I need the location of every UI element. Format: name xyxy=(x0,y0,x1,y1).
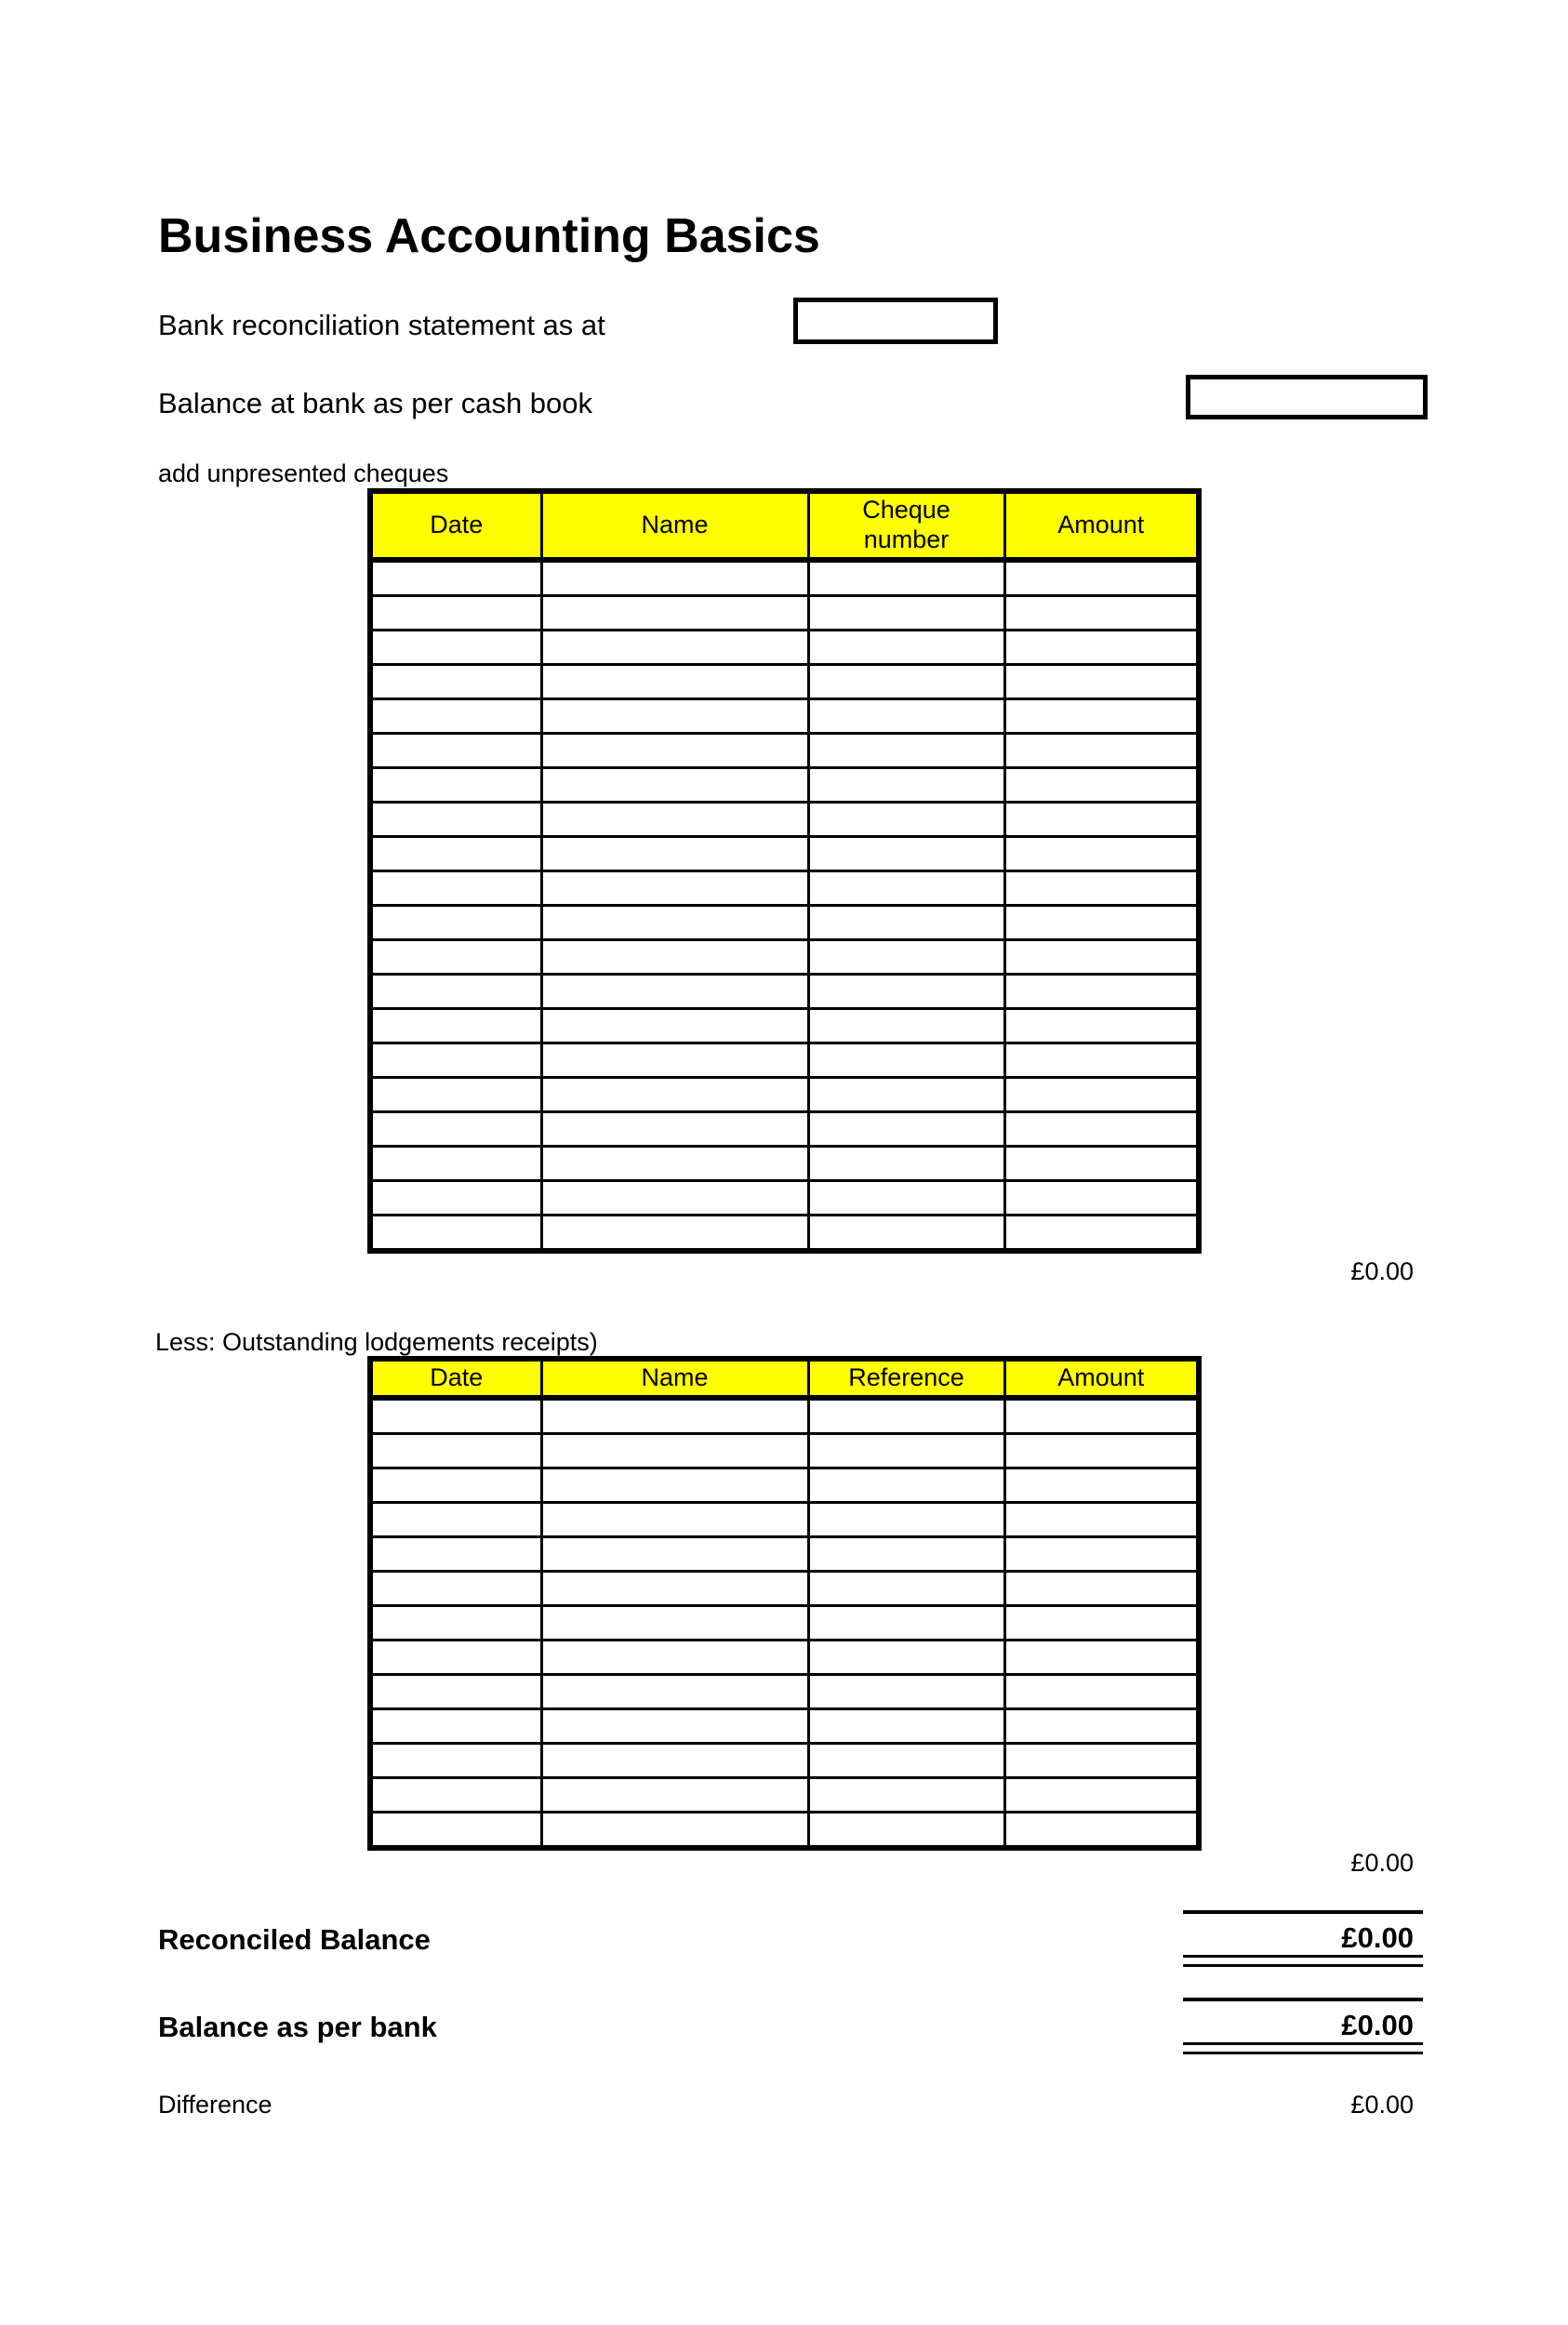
table-cell[interactable] xyxy=(541,1398,808,1434)
table-cell[interactable] xyxy=(541,1640,808,1674)
table-cell[interactable] xyxy=(370,596,541,631)
table-cell[interactable] xyxy=(541,1605,808,1640)
table-row xyxy=(370,871,1199,906)
table-cell[interactable] xyxy=(370,906,541,940)
table-cell[interactable] xyxy=(370,940,541,975)
table-cell[interactable] xyxy=(1004,837,1199,871)
table-cell[interactable] xyxy=(808,734,1004,768)
table-cell[interactable] xyxy=(541,1536,808,1571)
outstanding-lodgements-total: £0.00 xyxy=(1350,1849,1414,1877)
table-cell[interactable] xyxy=(808,1708,1004,1743)
table-cell[interactable] xyxy=(541,906,808,940)
table-cell[interactable] xyxy=(370,1009,541,1043)
table-cell[interactable] xyxy=(1004,1043,1199,1078)
table-cell[interactable] xyxy=(1004,906,1199,940)
table-cell[interactable] xyxy=(808,1812,1004,1848)
table-cell[interactable] xyxy=(808,1640,1004,1674)
table-cell[interactable] xyxy=(1004,1009,1199,1043)
table-cell[interactable] xyxy=(541,1181,808,1216)
table-cell[interactable] xyxy=(370,1112,541,1147)
table-cell[interactable] xyxy=(541,1708,808,1743)
difference-label: Difference xyxy=(158,2091,272,2119)
table-row xyxy=(370,1112,1199,1147)
table-cell[interactable] xyxy=(541,1743,808,1777)
table-cell[interactable] xyxy=(808,560,1004,596)
table-cell[interactable] xyxy=(808,699,1004,734)
table-cell[interactable] xyxy=(1004,1181,1199,1216)
column-header-name: Name xyxy=(541,491,808,560)
table-cell[interactable] xyxy=(370,837,541,871)
table-cell[interactable] xyxy=(1004,940,1199,975)
table-row xyxy=(370,1216,1199,1252)
table-cell[interactable] xyxy=(1004,1743,1199,1777)
table-cell[interactable] xyxy=(370,1078,541,1112)
table-cell[interactable] xyxy=(370,560,541,596)
table-cell[interactable] xyxy=(1004,1777,1199,1812)
table-cell[interactable] xyxy=(808,837,1004,871)
table-cell[interactable] xyxy=(808,975,1004,1009)
table-cell[interactable] xyxy=(370,1043,541,1078)
column-header-date: Date xyxy=(370,491,541,560)
table-cell[interactable] xyxy=(808,1181,1004,1216)
table-cell[interactable] xyxy=(541,596,808,631)
table-cell[interactable] xyxy=(808,1674,1004,1708)
column-header-amount: Amount xyxy=(1004,1359,1199,1398)
page-title: Business Accounting Basics xyxy=(158,209,820,263)
column-header-date: Date xyxy=(370,1359,541,1398)
table-cell[interactable] xyxy=(1004,699,1199,734)
table-cell[interactable] xyxy=(541,699,808,734)
table-cell[interactable] xyxy=(808,1536,1004,1571)
table-cell[interactable] xyxy=(1004,596,1199,631)
table-row xyxy=(370,1009,1199,1043)
table-cell[interactable] xyxy=(1004,1536,1199,1571)
table-cell[interactable] xyxy=(370,1536,541,1571)
table-cell[interactable] xyxy=(370,1147,541,1181)
table-cell[interactable] xyxy=(370,975,541,1009)
table-cell[interactable] xyxy=(370,699,541,734)
table-row xyxy=(370,768,1199,803)
table-cell[interactable] xyxy=(541,734,808,768)
table-cell[interactable] xyxy=(541,1812,808,1848)
table-row xyxy=(370,631,1199,665)
table-cell[interactable] xyxy=(370,1743,541,1777)
cashbook-balance-label: Balance at bank as per cash book xyxy=(158,387,593,419)
unpresented-cheques-label: add unpresented cheques xyxy=(158,459,449,487)
table-cell[interactable] xyxy=(808,665,1004,699)
table-row xyxy=(370,1433,1199,1468)
table-cell[interactable] xyxy=(370,1398,541,1434)
table-cell[interactable] xyxy=(1004,1708,1199,1743)
bank-balance-label: Balance as per bank xyxy=(158,2011,437,2043)
table-cell[interactable] xyxy=(370,1640,541,1674)
table-cell[interactable] xyxy=(808,1009,1004,1043)
table-cell[interactable] xyxy=(370,1571,541,1605)
table-cell[interactable] xyxy=(1004,665,1199,699)
cashbook-balance-box[interactable] xyxy=(1186,375,1428,419)
table-cell[interactable] xyxy=(808,1468,1004,1502)
table-cell[interactable] xyxy=(1004,1468,1199,1502)
table-cell[interactable] xyxy=(541,665,808,699)
table-cell[interactable] xyxy=(370,1181,541,1216)
table-cell[interactable] xyxy=(541,940,808,975)
table-row xyxy=(370,940,1199,975)
table-cell[interactable] xyxy=(541,1112,808,1147)
table-cell[interactable] xyxy=(808,803,1004,837)
table-cell[interactable] xyxy=(541,803,808,837)
table-cell[interactable] xyxy=(808,1398,1004,1434)
table-row xyxy=(370,975,1199,1009)
bank-balance-double-rule xyxy=(1183,2042,1423,2054)
table-cell[interactable] xyxy=(808,1502,1004,1536)
table-cell[interactable] xyxy=(370,803,541,837)
table-row xyxy=(370,1147,1199,1181)
table-row xyxy=(370,1571,1199,1605)
table-row xyxy=(370,1605,1199,1640)
table-cell[interactable] xyxy=(1004,1147,1199,1181)
bank-balance-value: £0.00 xyxy=(1341,2009,1414,2041)
outstanding-lodgements-label: Less: Outstanding lodgements receipts) xyxy=(155,1328,598,1356)
table-cell[interactable] xyxy=(1004,631,1199,665)
table-row xyxy=(370,803,1199,837)
table-cell[interactable] xyxy=(541,560,808,596)
table-row xyxy=(370,1502,1199,1536)
bank-balance-top-rule xyxy=(1183,1998,1423,2001)
table-row xyxy=(370,1708,1199,1743)
statement-date-box[interactable] xyxy=(793,298,998,344)
table-cell[interactable] xyxy=(541,1147,808,1181)
table-cell[interactable] xyxy=(370,1777,541,1812)
table-cell[interactable] xyxy=(1004,1078,1199,1112)
table-row xyxy=(370,699,1199,734)
difference-value: £0.00 xyxy=(1350,2091,1414,2119)
table-cell[interactable] xyxy=(370,1708,541,1743)
table-cell[interactable] xyxy=(1004,871,1199,906)
table-cell[interactable] xyxy=(541,1433,808,1468)
column-header-name: Name xyxy=(541,1359,808,1398)
table-cell[interactable] xyxy=(808,1078,1004,1112)
table-row xyxy=(370,596,1199,631)
table-cell[interactable] xyxy=(1004,1502,1199,1536)
table-row xyxy=(370,1181,1199,1216)
table-cell[interactable] xyxy=(808,1147,1004,1181)
table-cell[interactable] xyxy=(808,1743,1004,1777)
table-cell[interactable] xyxy=(808,1777,1004,1812)
table-row xyxy=(370,1777,1199,1812)
table-cell[interactable] xyxy=(541,1502,808,1536)
table-row xyxy=(370,665,1199,699)
reconciled-balance-label: Reconciled Balance xyxy=(158,1923,431,1956)
table-cell[interactable] xyxy=(808,1216,1004,1252)
table-cell[interactable] xyxy=(541,1216,808,1252)
outstanding-lodgements-table xyxy=(367,1356,1202,1851)
table-cell[interactable] xyxy=(808,940,1004,975)
reconciled-balance-top-rule xyxy=(1183,1910,1423,1914)
table-cell[interactable] xyxy=(541,1674,808,1708)
table-cell[interactable] xyxy=(370,734,541,768)
table-row xyxy=(370,1640,1199,1674)
table-cell[interactable] xyxy=(1004,768,1199,803)
table-header-row xyxy=(370,491,1199,560)
table-cell[interactable] xyxy=(541,768,808,803)
table-cell[interactable] xyxy=(1004,1812,1199,1848)
reconciled-balance-double-rule xyxy=(1183,1955,1423,1967)
table-cell[interactable] xyxy=(370,665,541,699)
table-cell[interactable] xyxy=(1004,1605,1199,1640)
table-cell[interactable] xyxy=(370,1216,541,1252)
table-cell[interactable] xyxy=(1004,975,1199,1009)
table-cell[interactable] xyxy=(541,837,808,871)
table-cell[interactable] xyxy=(370,1674,541,1708)
table-cell[interactable] xyxy=(370,1468,541,1502)
table-cell[interactable] xyxy=(1004,803,1199,837)
table-cell[interactable] xyxy=(370,871,541,906)
table-row xyxy=(370,1468,1199,1502)
table-cell[interactable] xyxy=(1004,1674,1199,1708)
table-cell[interactable] xyxy=(1004,1112,1199,1147)
table-cell[interactable] xyxy=(541,1009,808,1043)
table-row xyxy=(370,1043,1199,1078)
table-header-row xyxy=(370,1359,1199,1398)
table-cell[interactable] xyxy=(808,871,1004,906)
table-row xyxy=(370,1398,1199,1434)
table-row xyxy=(370,1743,1199,1777)
table-cell[interactable] xyxy=(1004,1433,1199,1468)
unpresented-cheques-table xyxy=(367,488,1202,1254)
table-cell[interactable] xyxy=(1004,1640,1199,1674)
table-cell[interactable] xyxy=(808,768,1004,803)
table-cell[interactable] xyxy=(370,1502,541,1536)
table-cell[interactable] xyxy=(808,1043,1004,1078)
table-cell[interactable] xyxy=(541,975,808,1009)
table-cell[interactable] xyxy=(1004,1398,1199,1434)
table-cell[interactable] xyxy=(541,1078,808,1112)
table-row xyxy=(370,837,1199,871)
unpresented-cheques-total: £0.00 xyxy=(1350,1257,1414,1285)
statement-date-label: Bank reconciliation statement as at xyxy=(158,309,605,341)
table-cell[interactable] xyxy=(370,1605,541,1640)
table-cell[interactable] xyxy=(808,906,1004,940)
table-cell[interactable] xyxy=(541,631,808,665)
table-row xyxy=(370,906,1199,940)
table-cell[interactable] xyxy=(541,871,808,906)
table-row xyxy=(370,1536,1199,1571)
table-cell[interactable] xyxy=(808,1433,1004,1468)
table-cell[interactable] xyxy=(541,1571,808,1605)
column-header-amount: Amount xyxy=(1004,491,1199,560)
table-cell[interactable] xyxy=(808,1112,1004,1147)
table-row xyxy=(370,1078,1199,1112)
table-cell[interactable] xyxy=(1004,560,1199,596)
table-cell[interactable] xyxy=(808,631,1004,665)
table-row xyxy=(370,1812,1199,1848)
column-header-reference: Reference xyxy=(808,1359,1004,1398)
table-cell[interactable] xyxy=(370,1433,541,1468)
table-cell[interactable] xyxy=(1004,1216,1199,1252)
table-cell[interactable] xyxy=(370,768,541,803)
table-cell[interactable] xyxy=(808,1605,1004,1640)
table-cell[interactable] xyxy=(370,631,541,665)
table-cell[interactable] xyxy=(808,1571,1004,1605)
table-cell[interactable] xyxy=(1004,734,1199,768)
reconciled-balance-value: £0.00 xyxy=(1341,1921,1414,1954)
table-row xyxy=(370,560,1199,596)
table-cell[interactable] xyxy=(370,1812,541,1848)
table-row xyxy=(370,1674,1199,1708)
table-cell[interactable] xyxy=(808,596,1004,631)
table-cell[interactable] xyxy=(541,1468,808,1502)
column-header-cheque-number: Cheque number xyxy=(808,491,1004,560)
table-row xyxy=(370,734,1199,768)
table-cell[interactable] xyxy=(1004,1571,1199,1605)
table-cell[interactable] xyxy=(541,1043,808,1078)
table-cell[interactable] xyxy=(541,1777,808,1812)
